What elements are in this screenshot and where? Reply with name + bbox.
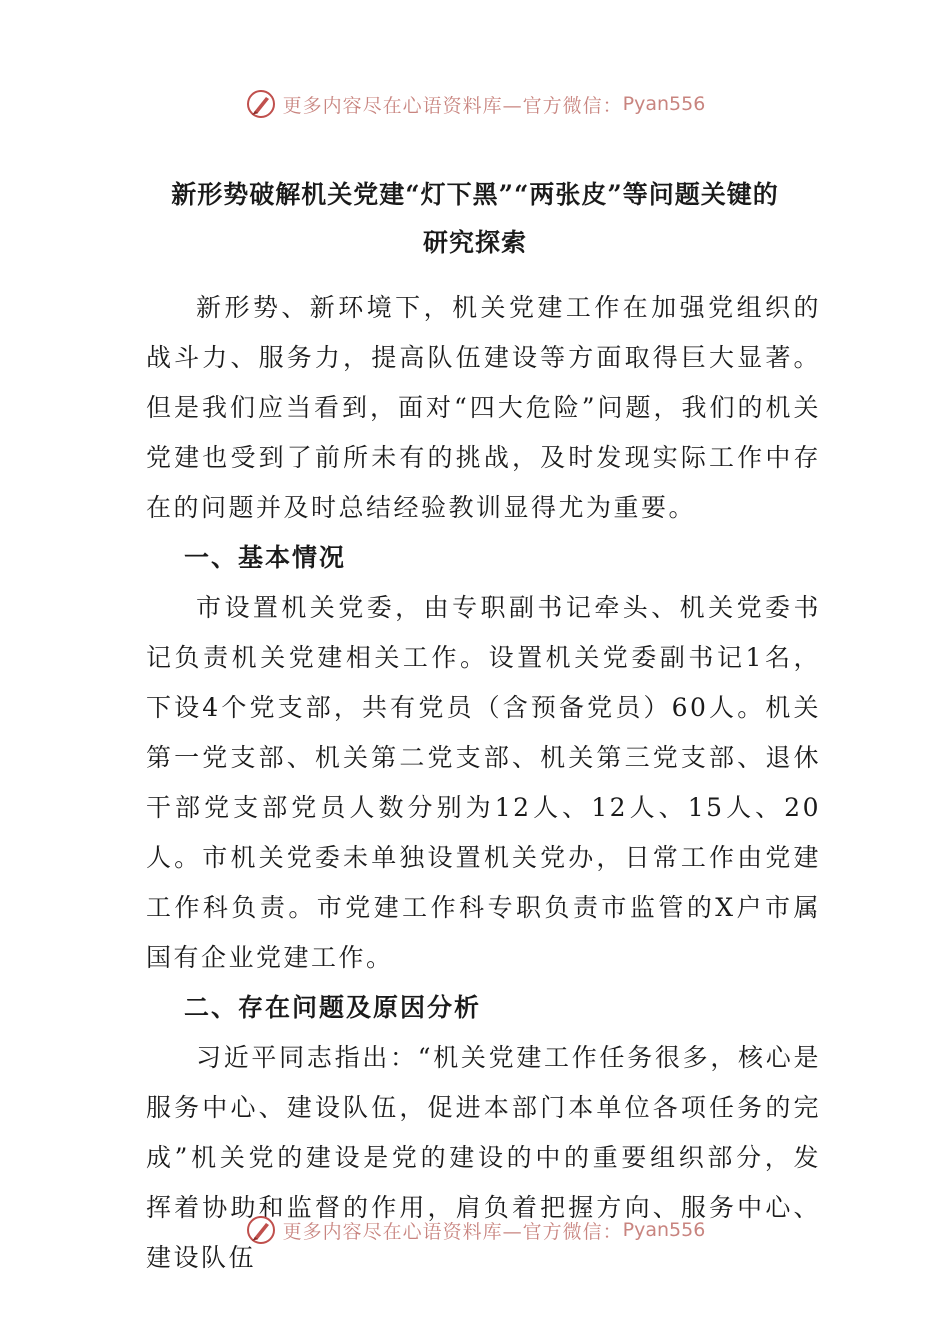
section-heading-basic-situation: 一、基本情况 [184, 543, 347, 572]
watermark-top [0, 84, 950, 124]
intro-paragraph: 新形势、新环境下，机关党建工作在加强党组织的战斗力、服务力，提高队伍建设等方面取得巨大显著。但是我们应当看到，面对“四大危险”问题，我们的机关党建也受到了前所未有的挑战，及时发现实际工作中存在的问题并及时总结经验教训显得尤为重要。 [146, 293, 821, 522]
document-title-line-1: 新形势破解机关党建“灯下黑”“两张皮”等问题关键的 [171, 180, 779, 209]
watermark-text: 更多内容尽在心语资料库—官方微信： [282, 1220, 623, 1243]
watermark-wechat-id: Pyan556 [622, 93, 706, 115]
document-body [146, 283, 821, 1283]
pen-logo-icon [245, 1214, 277, 1246]
pen-logo-icon [245, 88, 277, 120]
watermark-bottom [0, 1210, 950, 1250]
watermark-wechat-id: Pyan556 [622, 1219, 706, 1241]
section-heading-problems-analysis: 二、存在问题及原因分析 [184, 993, 482, 1022]
watermark-text: 更多内容尽在心语资料库—官方微信： [282, 94, 623, 117]
document-title-line-2: 研究探索 [422, 228, 527, 257]
section-problems-analysis-paragraph: 习近平同志指出：“机关党建工作任务很多，核心是服务中心、建设队伍，促进本部门本单位各项任务的完成”机关党的建设是党的建设的中的重要组织部分，发挥着协助和监督的作用，肩负着把握方向、服务中心、建设队伍 [146, 1043, 821, 1272]
section-basic-situation-paragraph: 市设置机关党委，由专职副书记牵头、机关党委书记负责机关党建相关工作。设置机关党委副书记1名，下设4个党支部，共有党员（含预备党员）60人。机关第一党支部、机关第二党支部、机关第三党支部、退休干部党支部党员人数分别为12人、12人、15人、20人。市机关党委未单独设置机关党办，日常工作由党建工作科负责。市党建工作科专职负责市监管的X户市属国有企业党建工作。 [146, 593, 821, 972]
